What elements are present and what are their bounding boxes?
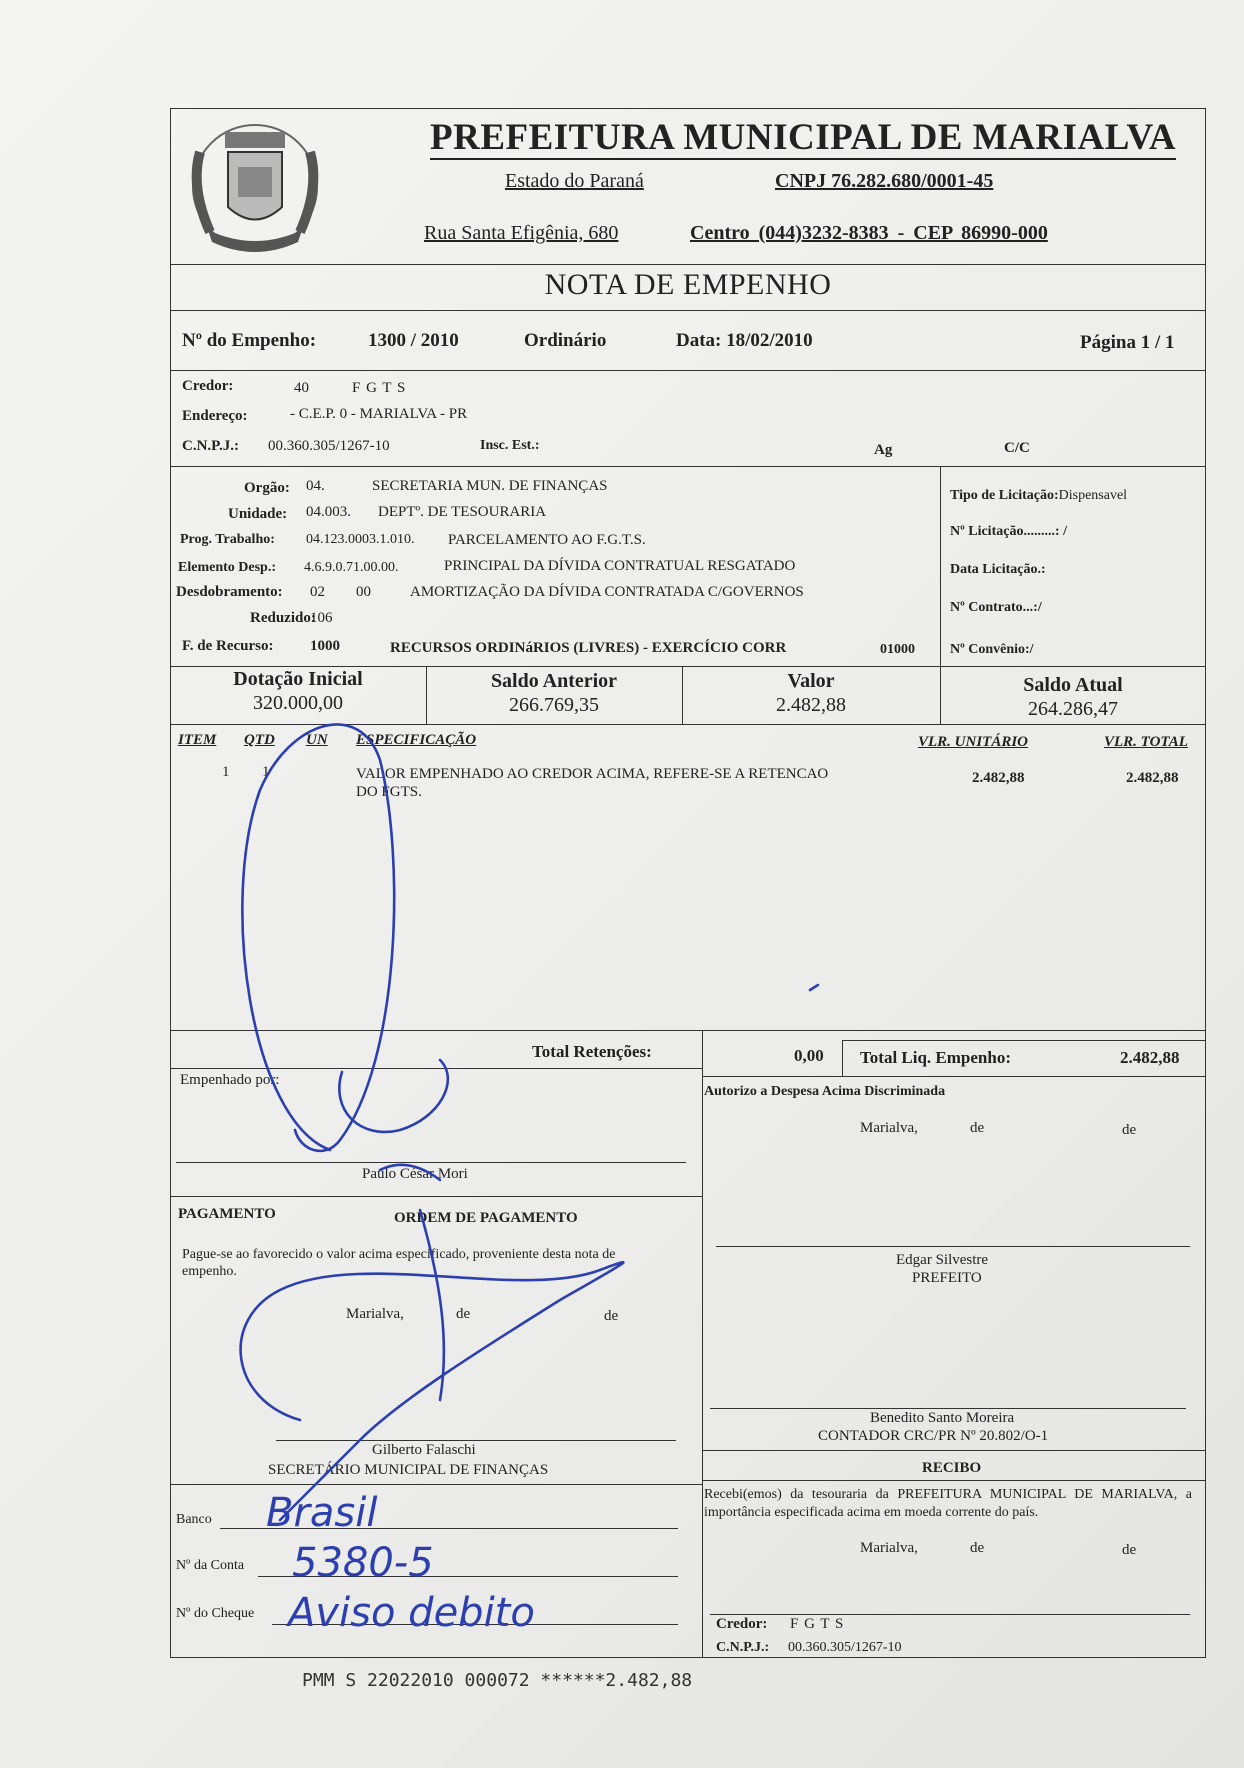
signer-secretario: Gilberto Falaschi [372, 1442, 476, 1458]
empenho-type: Ordinário [524, 330, 607, 351]
tipo-licitacao-value: Dispensavel [1058, 488, 1128, 503]
credor-address: - C.E.P. 0 - MARIALVA - PR [290, 406, 468, 422]
tipo-licitacao [950, 488, 1127, 504]
pagamento-title: PAGAMENTO [178, 1206, 276, 1222]
autorizo-text: Autorizo a Despesa Acima Discriminada [704, 1084, 946, 1099]
date-de-2: de [604, 1308, 619, 1324]
empenhado-por-label: Empenhado por: [180, 1072, 280, 1088]
handwritten-conta: 5380-5 [292, 1540, 434, 1586]
signature-line [716, 1246, 1190, 1247]
handwritten-banco: Brasil [266, 1490, 378, 1536]
org-address: Centro (044)3232-8383 - CEP 86990-000 [690, 222, 1048, 244]
col-total-value: VLR. TOTAL [1104, 734, 1188, 750]
address-label: Endereço: [182, 408, 248, 424]
recibo-text: Recebi(emos) da tesouraria da PREFEITURA MUNICIPAL DE MARIALVA, a importância especificada acima em moeda corrente do país. [704, 1487, 1192, 1520]
col-qtd: QTD [244, 732, 275, 748]
col-un: UN [306, 732, 328, 748]
conta-label: Nº da Conta [176, 1558, 245, 1573]
signer-prefeito: Edgar Silvestre [896, 1252, 989, 1268]
fonte-number: 01000 [880, 642, 915, 657]
document-title: NOTA DE EMPENHO [544, 268, 832, 301]
date-de-5: de [970, 1540, 985, 1556]
divider [170, 1196, 702, 1197]
elem-code: 4.6.9.0.71.00.00. [304, 560, 399, 575]
signature-line [710, 1614, 1190, 1615]
insc-est-label: Insc. Est.: [480, 438, 540, 453]
date-de-1: de [456, 1306, 471, 1322]
divider [940, 466, 941, 666]
signer-contador-role: CONTADOR CRC/PR Nº 20.802/O-1 [818, 1428, 1049, 1444]
mechanical-stamp: PMM S 22022010 000072 ******2.482,88 [302, 1670, 693, 1691]
signature-line [176, 1162, 686, 1163]
col-item: ITEM [178, 732, 217, 748]
divider [702, 1030, 703, 1658]
unidade-name: DEPTº. DE TESOURARIA [378, 504, 547, 520]
elem-name: PRINCIPAL DA DÍVIDA CONTRATUAL RESGATADO [444, 558, 796, 574]
pague-se-text: Pague-se ao favorecido o valor acima especificado, proveniente desta nota de empenho. [182, 1247, 616, 1279]
unidade-code: 04.003. [306, 504, 351, 520]
signer-contador: Benedito Santo Moreira [870, 1410, 1015, 1426]
cc-label: C/C [1004, 440, 1030, 456]
recibo-credor-label: Credor: [716, 1616, 768, 1632]
recibo-credor-value: F G T S [790, 1616, 845, 1632]
cheque-label: Nº do Cheque [176, 1606, 255, 1621]
divider [170, 264, 1206, 265]
signature-line [276, 1440, 676, 1441]
cnpj-label: C.N.P.J.: [182, 438, 239, 454]
handwritten-cheque: Aviso debito [288, 1590, 535, 1636]
divider [170, 666, 1206, 667]
signer-empenho: Paulo César Mori [362, 1166, 468, 1182]
empenho-label: Nº do Empenho: [182, 330, 317, 351]
divider [170, 1030, 1206, 1031]
unidade-label: Unidade: [228, 506, 288, 522]
orgao-name: SECRETARIA MUN. DE FINANÇAS [372, 478, 608, 494]
fonte-label: F. de Recurso: [182, 638, 274, 654]
recibo-title: RECIBO [922, 1460, 982, 1476]
row-unit-value: 2.482,88 [972, 770, 1025, 786]
col-spec: ESPECIFICAÇÃO [356, 732, 477, 748]
marialva-date-recibo: Marialva, [860, 1540, 918, 1556]
saldo-atual-value: 264.286,47 [1028, 698, 1118, 720]
total-retencoes-label: Total Retenções: [532, 1042, 652, 1061]
divider [170, 370, 1206, 371]
numero-licitacao: Nº Licitação.........: / [950, 524, 1067, 539]
signature-line [710, 1408, 1186, 1409]
elem-label: Elemento Desp.: [178, 560, 276, 575]
reduzido-value: 106 [310, 610, 333, 626]
saldo-anterior-value: 266.769,35 [509, 694, 599, 716]
dotacao-value: 320.000,00 [253, 692, 343, 714]
divider [170, 1484, 702, 1485]
row-total-value: 2.482,88 [1126, 770, 1179, 786]
ag-label: Ag [874, 442, 893, 458]
row-spec-line1: VALOR EMPENHADO AO CREDOR ACIMA, REFERE-SE A RETENCAO [356, 766, 829, 782]
credor-label: Credor: [182, 378, 234, 394]
empenho-date: Data: 18/02/2010 [676, 330, 813, 351]
divider [170, 724, 1206, 725]
valor-label: Valor [787, 670, 835, 692]
state-name: Estado do Paraná [505, 170, 644, 192]
coat-of-arms-logo [180, 112, 330, 262]
credor-name: F G T S [352, 380, 407, 396]
divider [702, 1076, 1206, 1077]
dotacao-label: Dotação Inicial [233, 668, 363, 690]
date-de-4: de [1122, 1122, 1137, 1138]
row-spec-line2: DO FGTS. [356, 784, 422, 800]
org-title: PREFEITURA MUNICIPAL DE MARIALVA [430, 117, 1177, 158]
marialva-date-left: Marialva, [346, 1306, 404, 1322]
divider [170, 466, 1206, 467]
prog-label: Prog. Trabalho: [180, 532, 275, 547]
divider [170, 310, 1206, 311]
ordem-pagamento-title: ORDEM DE PAGAMENTO [394, 1210, 578, 1226]
divider [170, 1068, 702, 1069]
row-qtd: 1 [262, 764, 270, 780]
signer-prefeito-role: PREFEITO [912, 1270, 982, 1286]
divider [702, 1480, 1206, 1481]
org-cnpj: CNPJ 76.282.680/0001-45 [775, 170, 994, 192]
total-liquido-label: Total Liq. Empenho: [860, 1048, 1011, 1067]
recibo-cnpj-label: C.N.P.J.: [716, 1640, 770, 1655]
desd-name: AMORTIZAÇÃO DA DÍVIDA CONTRATADA C/GOVERNOS [410, 584, 804, 600]
fonte-code: 1000 [310, 638, 340, 654]
numero-convenio: Nº Convênio:/ [950, 642, 1034, 657]
divider [702, 1450, 1206, 1451]
date-de-3: de [970, 1120, 985, 1136]
prog-name: PARCELAMENTO AO F.G.T.S. [448, 532, 646, 548]
signer-secretario-role: SECRETÁRIO MUNICIPAL DE FINANÇAS [268, 1462, 549, 1478]
empenho-number: 1300 / 2010 [368, 330, 459, 351]
data-licitacao: Data Licitação.: [950, 562, 1046, 577]
numero-contrato: Nº Contrato...:/ [950, 600, 1042, 615]
col-unit-value: VLR. UNITÁRIO [918, 734, 1029, 750]
desd-code1: 02 [310, 584, 325, 600]
total-retencoes-value: 0,00 [794, 1046, 824, 1065]
desd-code2: 00 [356, 584, 371, 600]
total-liquido-value: 2.482,88 [1120, 1048, 1180, 1067]
credor-cnpj: 00.360.305/1267-10 [268, 438, 390, 454]
tipo-licitacao-label: Tipo de Licitação: [950, 488, 1059, 503]
row-item: 1 [222, 764, 230, 780]
saldo-anterior-label: Saldo Anterior [490, 670, 618, 692]
recibo-cnpj-value: 00.360.305/1267-10 [788, 1640, 902, 1655]
credor-code: 40 [294, 380, 309, 396]
banco-label: Banco [176, 1512, 212, 1527]
valor-value: 2.482,88 [776, 694, 846, 716]
reduzido-label: Reduzido: [250, 610, 316, 626]
orgao-label: Orgão: [244, 480, 290, 496]
date-de-6: de [1122, 1542, 1137, 1558]
orgao-code: 04. [306, 478, 325, 494]
fonte-name: RECURSOS ORDINáRIOS (LIVRES) - EXERCÍCIO CORR [390, 640, 787, 656]
page-number: Página 1 / 1 [1080, 332, 1175, 353]
desd-label: Desdobramento: [176, 584, 283, 600]
org-street: Rua Santa Efigênia, 680 [424, 222, 619, 244]
saldo-atual-label: Saldo Atual [1023, 674, 1123, 696]
prog-code: 04.123.0003.1.010. [306, 532, 415, 547]
marialva-date-right: Marialva, [860, 1120, 918, 1136]
